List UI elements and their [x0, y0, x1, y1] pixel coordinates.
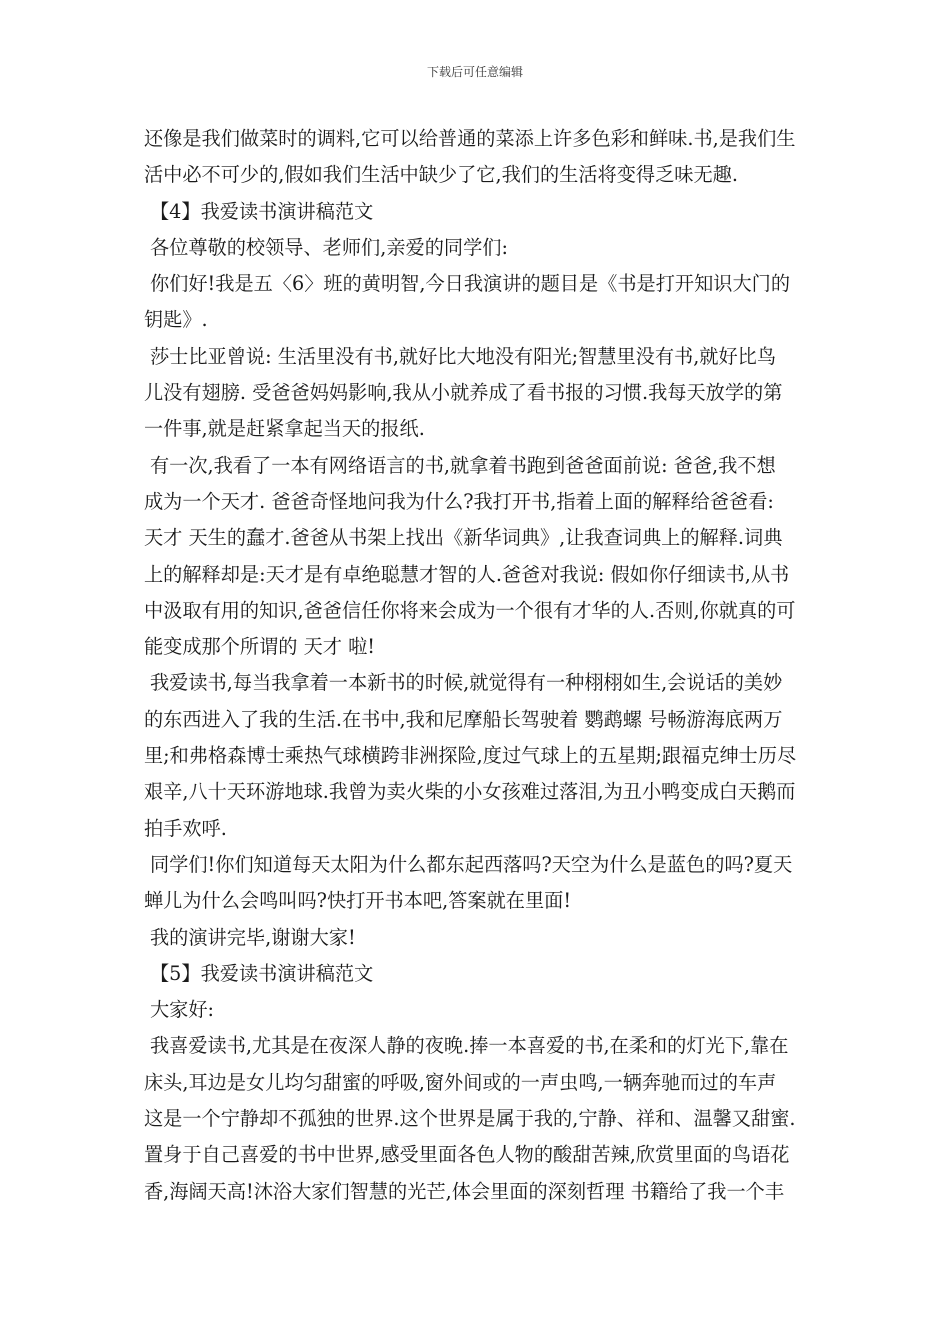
text-line: 活中必不可少的,假如我们生活中缺少了它,我们的生活将变得乏味无趣.	[144, 163, 738, 187]
text-line: 艰辛,八十天环游地球.我曾为卖火柴的小女孩难过落泪,为丑小鸭变成白天鹅而	[144, 780, 796, 804]
text-line: 【4】我爱读书演讲稿范文	[150, 199, 374, 223]
text-line: 中汲取有用的知识,爸爸信任你将来会成为一个很有才华的人.否则,你就真的可	[144, 598, 796, 622]
text-line: 的东西进入了我的生活.在书中,我和尼摩船长驾驶着 鹦鹉螺 号畅游海底两万	[144, 707, 783, 731]
text-line: 蝉儿为什么会鸣叫吗?快打开书本吧,答案就在里面!	[144, 889, 572, 913]
text-line: 成为一个天才. 爸爸奇怪地问我为什么?我打开书,指着上面的解释给爸爸看:	[144, 489, 774, 513]
text-line: 置身于自己喜爱的书中世界,感受里面各色人物的酸甜苦辣,欣赏里面的鸟语花	[144, 1143, 790, 1167]
text-line: 上的解释却是:天才是有卓绝聪慧才智的人.爸爸对我说: 假如你仔细读书,从书	[144, 562, 790, 586]
document-body	[144, 121, 816, 1210]
text-line: 香,海阔天高!沐浴大家们智慧的光芒,体会里面的深刻哲理 书籍给了我一个丰	[144, 1179, 785, 1203]
text-line: 莎士比亚曾说: 生活里没有书,就好比大地没有阳光;智慧里没有书,就好比鸟	[150, 344, 777, 368]
text-line: 这是一个宁静却不孤独的世界.这个世界是属于我的,宁静、祥和、温馨又甜蜜.	[144, 1107, 796, 1131]
text-line: 天才 天生的蠢才.爸爸从书架上找出《新华词典》,让我查词典上的解释.词典	[144, 526, 783, 550]
page-header: 下载后可任意编辑	[426, 65, 523, 79]
text-line: 你们好!我是五〈6〉班的黄明智,今日我演讲的题目是《书是打开知识大门的	[150, 272, 791, 296]
text-line: 有一次,我看了一本有网络语言的书,就拿着书跑到爸爸面前说: 爸爸,我不想	[150, 453, 776, 477]
text-line: 床头,耳边是女儿均匀甜蜜的呼吸,窗外间或的一声虫鸣,一辆奔驰而过的车声	[144, 1070, 777, 1094]
text-line: 能变成那个所谓的 天才 啦!	[144, 635, 375, 659]
text-line: 一件事,就是赶紧拿起当天的报纸.	[144, 417, 425, 441]
text-line: 【5】我爱读书演讲稿范文	[150, 961, 374, 985]
text-line: 我的演讲完毕,谢谢大家!	[150, 925, 356, 949]
text-line: 还像是我们做菜时的调料,它可以给普通的菜添上许多色彩和鲜味.书,是我们生	[144, 127, 796, 150]
text-line: 里;和弗格森博士乘热气球横跨非洲探险,度过气球上的五星期;跟福克绅士历尽	[144, 744, 797, 768]
text-line: 拍手欢呼.	[144, 816, 227, 840]
text-line: 儿没有翅膀. 受爸爸妈妈影响,我从小就养成了看书报的习惯.我每天放学的第	[144, 381, 783, 405]
text-line: 大家好:	[150, 998, 215, 1022]
text-line: 钥匙》.	[144, 308, 208, 332]
text-line: 各位尊敬的校领导、老师们,亲爱的同学们:	[150, 235, 508, 259]
text-line: 我喜爱读书,尤其是在夜深人静的夜晚.捧一本喜爱的书,在柔和的灯光下,靠在	[150, 1034, 789, 1058]
text-line: 同学们!你们知道每天太阳为什么都东起西落吗?天空为什么是蓝色的吗?夏天	[150, 852, 793, 876]
text-line: 我爱读书,每当我拿着一本新书的时候,就觉得有一种栩栩如生,会说话的美妙	[150, 671, 783, 695]
